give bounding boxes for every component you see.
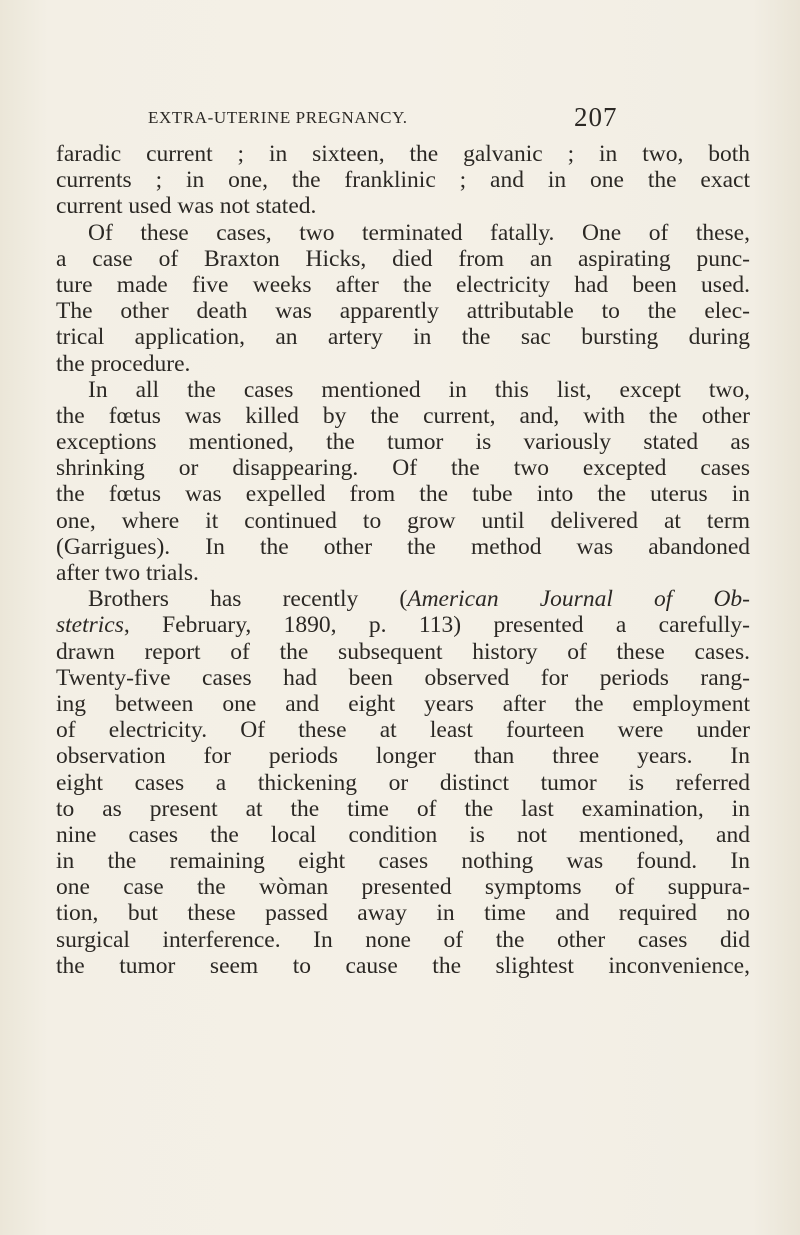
- text-line: the tumor seem to cause the slightest inconvenience,: [56, 952, 750, 979]
- text-segment: , February, 1890, p. 113) presented a carefully-: [123, 612, 750, 639]
- text-line: to as present at the time of the last examination, in: [56, 795, 750, 822]
- running-head: [148, 104, 748, 134]
- citation-journal: American Journal of Ob-: [407, 586, 750, 613]
- text-line: surgical interference. In none of the other cases did: [56, 926, 750, 953]
- paragraph-first-line: [56, 586, 750, 612]
- text-line: Twenty-five cases had been observed for periods rang-: [56, 664, 750, 691]
- text-line: drawn report of the subsequent history of these cases.: [56, 638, 750, 665]
- text-line: trical application, an artery in the sac bursting during: [56, 324, 750, 351]
- text-line: exceptions mentioned, the tumor is variously stated as: [56, 429, 750, 456]
- text-line: tion, but these passed away in time and required no: [56, 900, 750, 927]
- text-line: currents ; in one, the franklinic ; and in one the exact: [56, 167, 750, 194]
- text-line: in the remaining eight cases nothing was found. In: [56, 848, 750, 875]
- text-line: nine cases the local condition is not mentioned, and: [56, 821, 750, 848]
- text-line: after two trials.: [56, 560, 199, 586]
- running-title: EXTRA-UTERINE PREGNANCY.: [148, 108, 408, 127]
- text-line: a case of Braxton Hicks, died from an aspirating punc-: [56, 245, 750, 272]
- text-line: one, where it continued to grow until delivered at term: [56, 507, 750, 534]
- text-line: ture made five weeks after the electricity had been used.: [56, 271, 750, 298]
- body-text: [56, 141, 750, 979]
- text-line: the procedure.: [56, 350, 191, 377]
- text-line: faradic current ; in sixteen, the galvanic ; in two, both: [56, 141, 750, 167]
- paragraph-first-line: Of these cases, two terminated fatally. One of these,: [88, 219, 750, 246]
- text-line: of electricity. Of these at least fourteen were under: [56, 717, 750, 744]
- page-number: 207: [574, 102, 618, 132]
- text-line: observation for periods longer than three years. In: [56, 743, 750, 770]
- text-line: eight cases a thickening or distinct tumor is referred: [56, 769, 750, 796]
- text-line: The other death was apparently attributable to the elec-: [56, 298, 750, 325]
- text-line: one case the wòman presented symptoms of suppura-: [56, 874, 750, 901]
- paragraph-first-line: In all the cases mentioned in this list, except two,: [88, 376, 750, 403]
- text-line: the fœtus was killed by the current, and, with the other: [56, 402, 750, 429]
- citation-journal-cont: stetrics: [56, 612, 124, 639]
- text-line: shrinking or disappearing. Of the two excepted cases: [56, 455, 750, 482]
- text-line: current used was not stated.: [56, 193, 317, 220]
- text-line: the fœtus was expelled from the tube into the uterus in: [56, 481, 750, 508]
- text-segment: Brothers has recently (: [88, 586, 408, 613]
- text-line: (Garrigues). In the other the method was abandoned: [56, 533, 750, 560]
- text-line: [56, 612, 750, 638]
- text-line: ing between one and eight years after the employment: [56, 690, 750, 717]
